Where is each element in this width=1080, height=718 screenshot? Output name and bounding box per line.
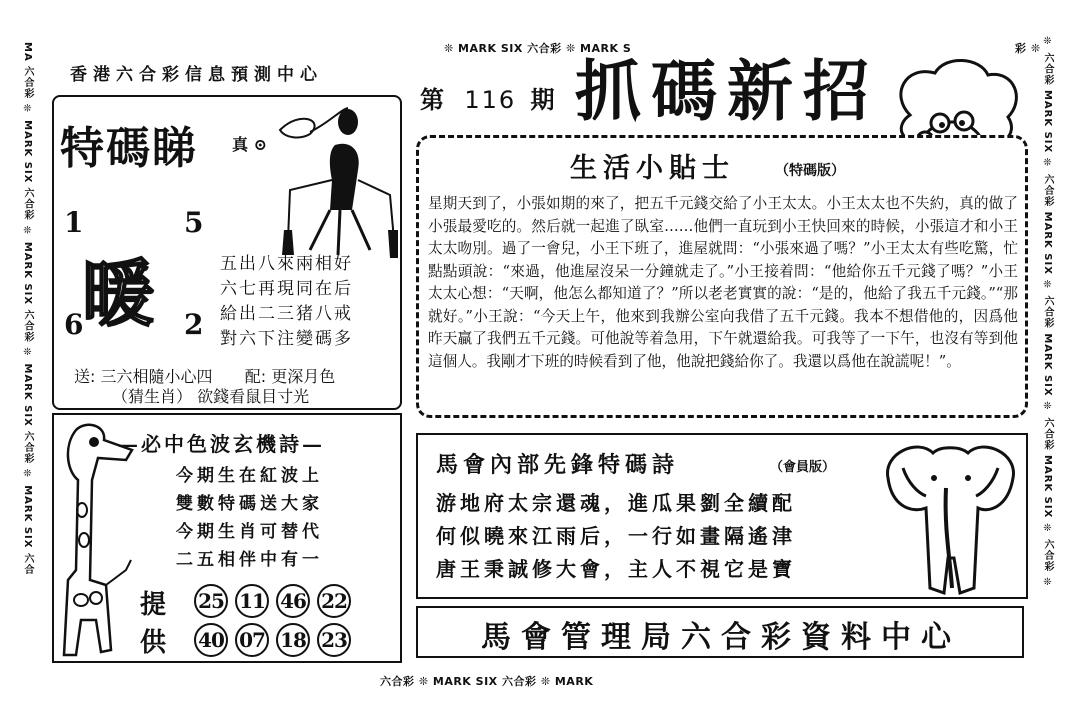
bottom-border-strip: 六合彩 ❊ MARK SIX 六合彩 ❊ MARK [380,675,594,688]
top-border-strip: ❊ MARK SIX 六合彩 ❊ MARK S [444,42,632,55]
tips-subtitle: （特碼版） [775,163,845,179]
center-name-heading: 香港六合彩信息預測中心 [70,65,323,85]
number-ball: 07 [235,623,269,657]
poem-line: 何似曉來江雨后，一行如畫隔遙津 [436,524,796,548]
number-ball: 22 [317,584,351,618]
issue-prefix: 第 [420,85,450,114]
color-wave-poem [176,462,323,574]
special-box-subtitle: 真 ⊙ [232,135,267,154]
poem-line: 二五相伴中有一 [176,550,323,570]
poem-line: 對六下注變碼多 [220,329,353,349]
poem-line: 雙數特碼送大家 [176,494,323,514]
number-ball: 40 [194,623,228,657]
issue-number: 116 [464,86,517,114]
left-border-strip: MA 六合彩 ❊ MARK SIX 六合彩 ❊ MARK SIX 六合彩 ❊ MARK SIX 六合彩 ❊ MARK SIX 六合 [22,42,33,575]
poem-line: 五出八來兩相好 [220,254,353,274]
number-ball: 46 [276,584,310,618]
woman-illustration [270,100,400,260]
poem-line: 唐王秉誠修大會，主人不視它是寶 [436,557,796,581]
issue-label [420,80,561,115]
footer-title: 馬會管理局六合彩資料中心 [481,620,961,655]
color-wave-title: —必中色波玄機詩— [118,432,325,456]
gift-text: 三六相隨小心四 [100,367,213,386]
issue-suffix: 期 [530,85,561,114]
number-ball: 11 [235,584,269,618]
horse-poem-subtitle: （會員版） [770,460,836,475]
provide-char-2: 供 [140,628,167,658]
number-balls-row-1 [194,584,351,618]
horse-poem-title: 馬會內部先鋒特碼詩 [436,452,680,478]
gift-label: 送: [74,367,96,386]
number-ball: 25 [194,584,228,618]
main-title: 抓碼新招 [575,52,879,130]
code-number-2: 5 [184,206,204,239]
number-ball: 18 [276,623,310,657]
code-number-4: 2 [184,308,204,341]
tips-title: 生活小貼士 [570,153,735,184]
guess-text: 欲錢看鼠目寸光 [197,387,310,406]
poem-line: 六七再現同在后 [220,279,353,299]
horse-poem-lines [436,487,796,586]
guess-label: （猜生肖） [112,387,193,406]
provide-char-1: 提 [140,590,167,620]
number-ball: 23 [317,623,351,657]
code-number-1: 1 [64,206,84,239]
pair-text: 更深月色 [271,367,336,386]
elephant-illustration [878,438,1023,596]
tips-body-text: 星期天到了，小張如期的來了，把五千元錢交給了小王太太。小王太太也不失約，真的做了小張最愛吃的。然后就一起進了臥室……他們一直玩到小王快回來的時候，小張這才和小王太太吻別。過了一會兒，小王下班了，進屋就問：“小張來過了嗎？”小王太太有些吃驚，忙點點頭說：“來過，他進屋沒呆一分鐘就走了。”小王接着問：“他給你五千元錢了嗎？”小王太太心想：“天啊，他怎么都知道了？”所以老老實實的說：“是的，他給了我五千元錢。”“那就好。”小王說：“今天上午，他來到我辦公室向我借了五千元錢。我本不想借他的，因爲他昨天贏了我們五千元錢。可他說等着急用，下午就還給我。可我等了一下午，也沒有等到他這個人。我剛才下班的時候看到了他，他說把錢給你了。我還以爲他在說謊呢！”。 [428,195,1018,370]
number-balls-row-2 [194,623,351,657]
big-character: 暖 [82,251,155,336]
top-border-fragment: 彩 ❊ [1015,42,1041,55]
right-border-strip: ❊ 六合彩 MARK SIX ❊ 六合彩 MARK SIX ❊ 六合彩 MARK SIX ❊ 六合彩 MARK SIX ❊ 六合彩 ❊ [1042,36,1053,589]
poem-line: 今期生在紅波上 [176,466,323,486]
pair-label: 配: [244,367,267,386]
poem-line: 給出二三猪八戒 [220,304,353,324]
poem-line: 游地府太宗還魂，進瓜果劉全續配 [436,491,796,515]
special-box-title: 特碼睇 [60,123,198,174]
poem-line: 今期生肖可替代 [176,522,323,542]
zodiac-guess-line [112,384,309,407]
special-poem [220,252,353,352]
code-number-3: 6 [64,308,84,341]
